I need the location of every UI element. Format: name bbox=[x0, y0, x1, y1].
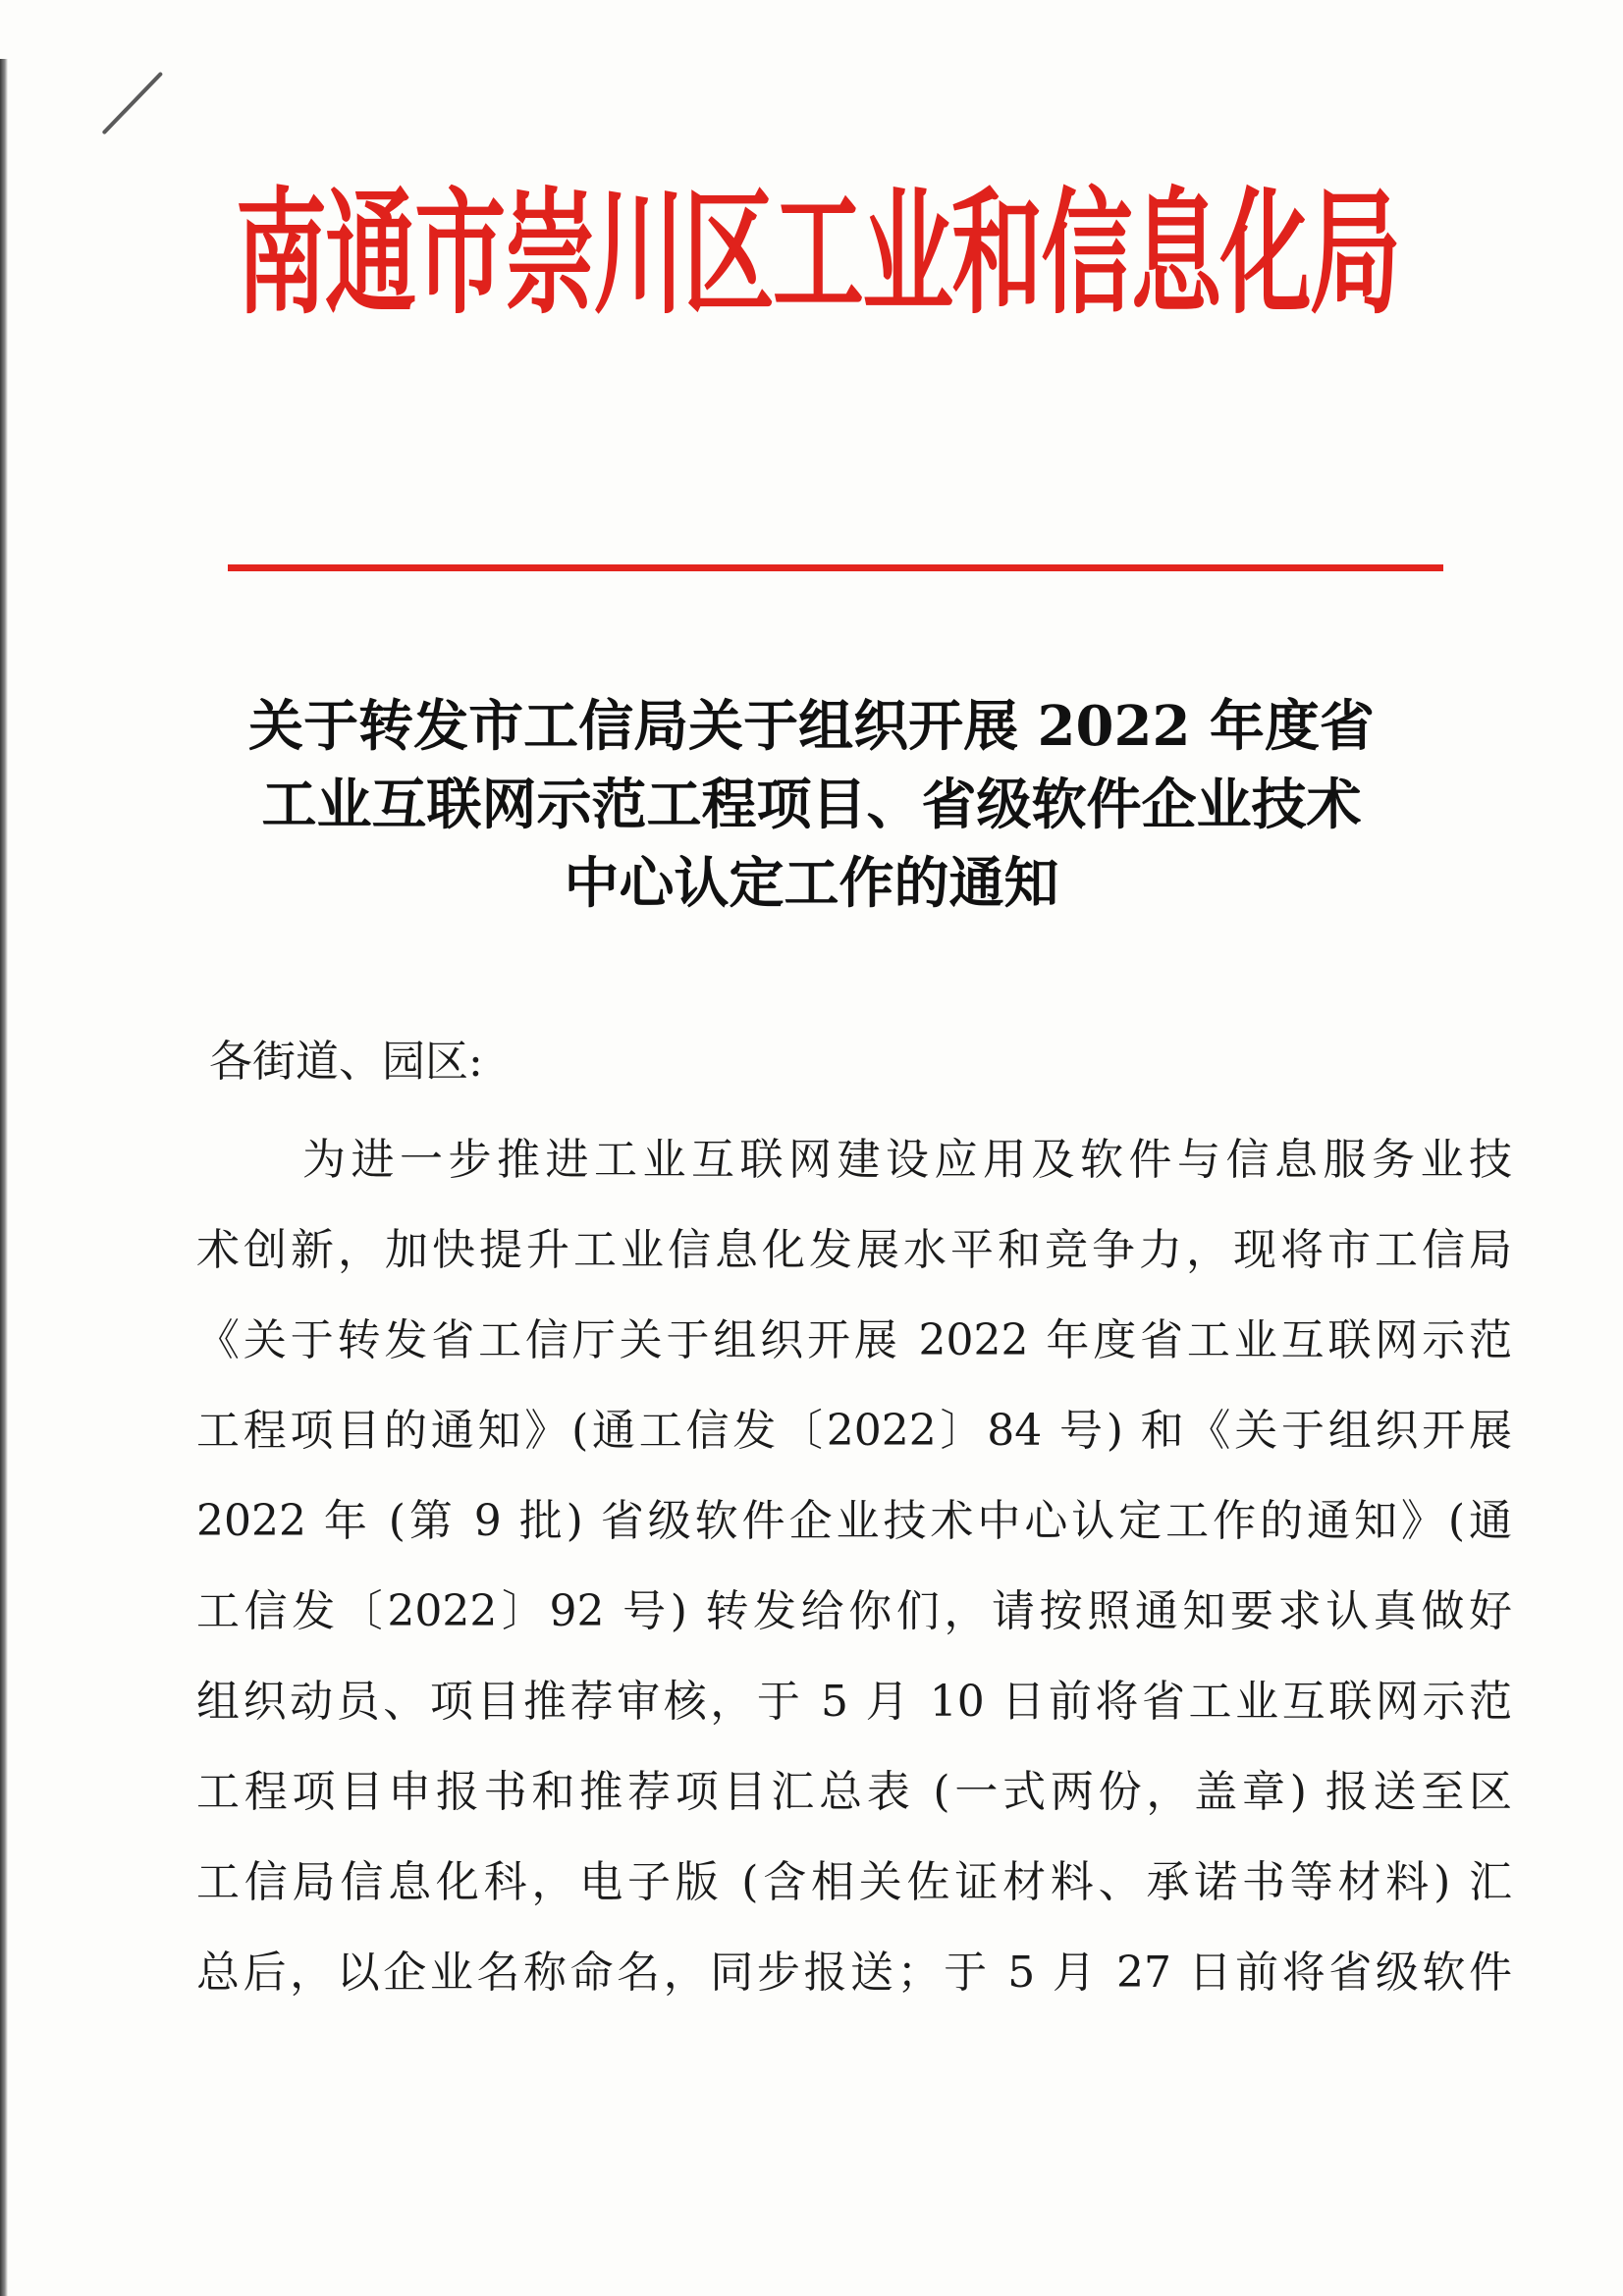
body-line: 工程项目的通知》(通工信发〔2022〕84 号) 和《关于组织开展 bbox=[196, 1406, 1512, 1456]
agency-header: 南通市崇川区工业和信息化局 bbox=[236, 176, 1400, 334]
body-paragraph bbox=[196, 1115, 1512, 2018]
page-edge-shadow bbox=[0, 59, 8, 2296]
body-line: 工信发〔2022〕92 号) 转发给你们，请按照通知要求认真做好 bbox=[196, 1586, 1512, 1636]
pencil-mark bbox=[102, 72, 164, 135]
body-line: 工信局信息化科，电子版 (含相关佐证材料、承诺书等材料) 汇 bbox=[196, 1857, 1512, 1907]
title-line: 中心认定工作的通知 bbox=[564, 851, 1059, 916]
body-line: 为进一步推进工业互联网建设应用及软件与信息服务业技 bbox=[302, 1135, 1512, 1185]
body-line: 《关于转发省工信厅关于组织开展 2022 年度省工业互联网示范 bbox=[196, 1315, 1512, 1365]
document-title bbox=[147, 687, 1476, 923]
title-line: 关于转发市工信局关于组织开展 2022 年度省 bbox=[248, 694, 1375, 759]
body-line: 2022 年 (第 9 批) 省级软件企业技术中心认定工作的通知》(通 bbox=[196, 1496, 1512, 1546]
body-line: 组织动员、项目推荐审核，于 5 月 10 日前将省工业互联网示范 bbox=[196, 1677, 1512, 1727]
body-line: 术创新，加快提升工业信息化发展水平和竞争力，现将市工信局 bbox=[196, 1225, 1512, 1275]
title-line: 工业互联网示范工程项目、省级软件企业技术 bbox=[261, 773, 1362, 837]
salutation: 各街道、园区: bbox=[209, 1037, 483, 1087]
body-line: 工程项目申报书和推荐项目汇总表 (一式两份，盖章) 报送至区 bbox=[196, 1767, 1512, 1817]
body-line: 总后，以企业名称命名，同步报送；于 5 月 27 日前将省级软件 bbox=[196, 1948, 1512, 1998]
header-red-rule bbox=[228, 564, 1443, 571]
